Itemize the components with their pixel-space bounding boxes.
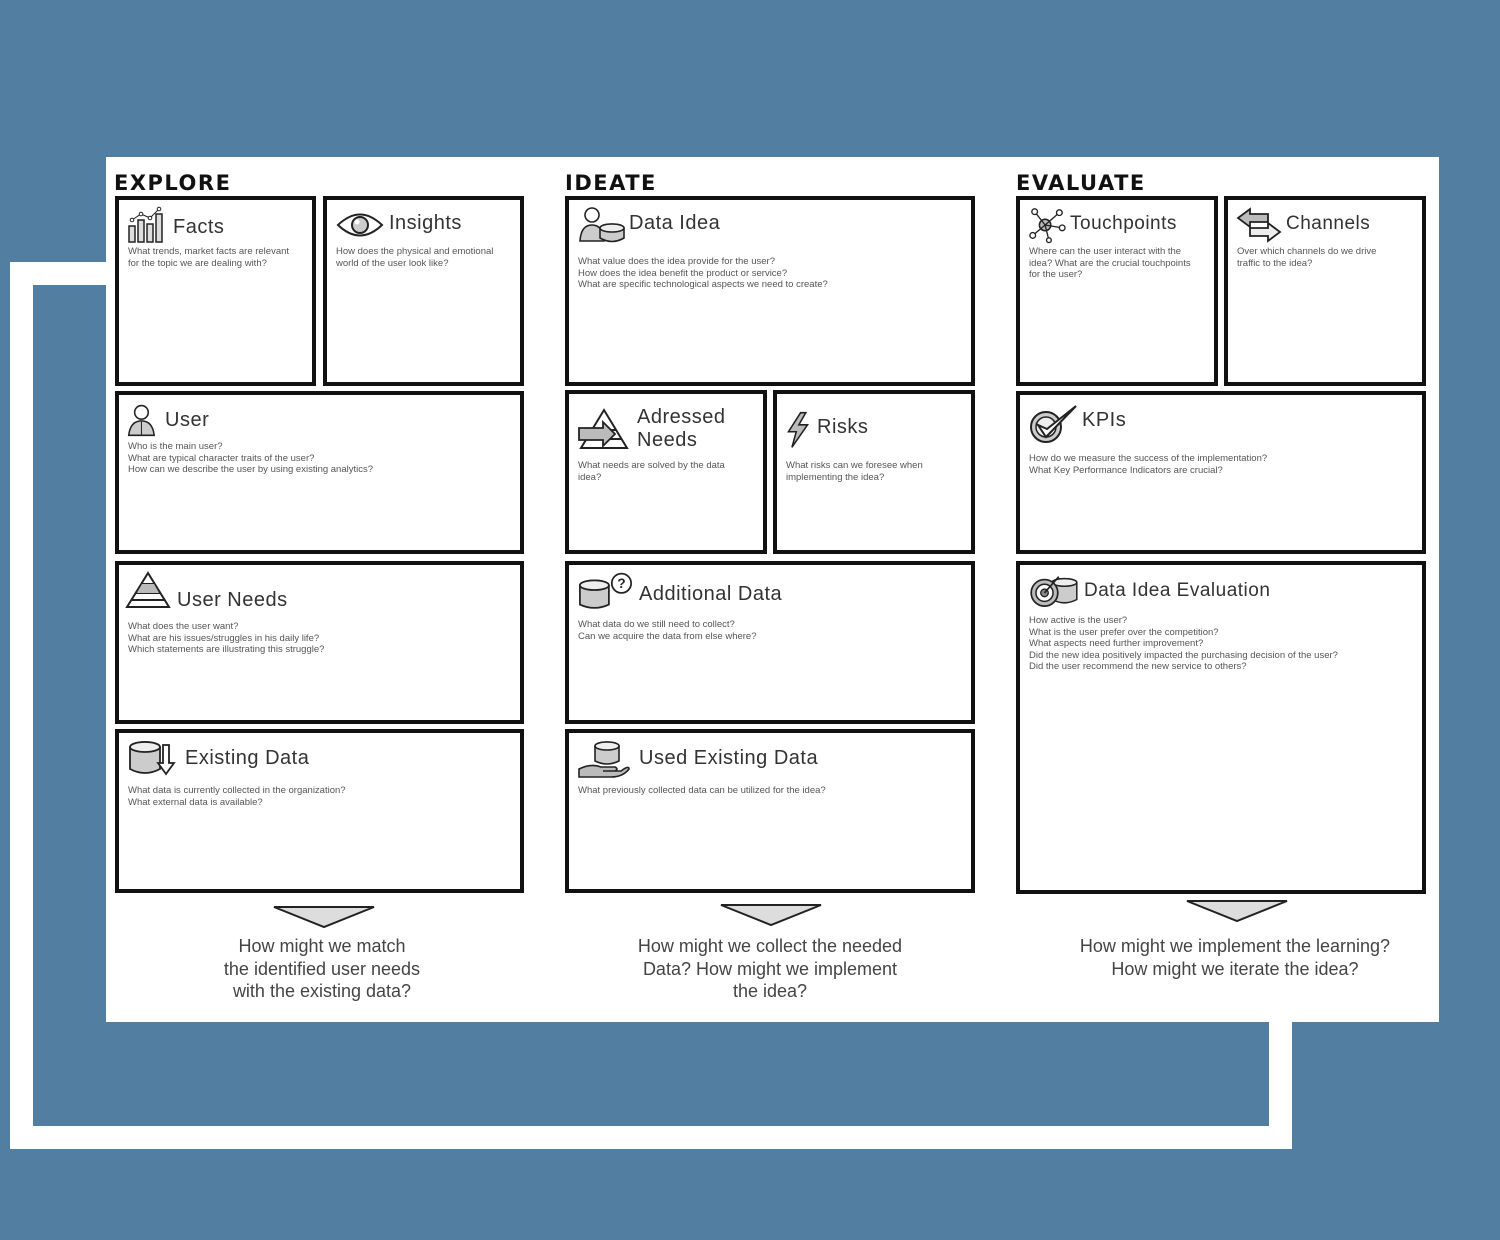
additional-data-desc: What data do we still need to collect? Can we acquire the data from else where? <box>578 619 757 642</box>
target-database-icon <box>1028 571 1080 609</box>
data-idea-box[interactable] <box>565 196 975 386</box>
data-idea-desc: What value does the idea provide for the user? How does the idea benefit the product or service? What are specific technological aspects we need to create? <box>578 256 828 290</box>
facts-box[interactable] <box>115 196 316 386</box>
touchpoints-box[interactable] <box>1016 196 1218 386</box>
svg-text:?: ? <box>617 576 626 592</box>
facts-title: Facts <box>173 216 225 238</box>
database-question-icon <box>577 571 635 611</box>
additional-data-title: Additional Data <box>639 583 783 605</box>
insights-desc: How does the physical and emotional world of the user look like? <box>336 246 494 269</box>
adressed-needs-desc: What needs are solved by the data idea? <box>578 460 725 483</box>
explore-arrow-icon <box>272 905 376 929</box>
kpis-title: KPIs <box>1082 409 1127 431</box>
ideate-title: IDEATE <box>565 171 657 195</box>
user-desc: Who is the main user? What are typical character traits of the user? How can we describe the user by using existing analytics? <box>128 441 374 475</box>
touchpoints-title: Touchpoints <box>1070 213 1177 234</box>
insights-title: Insights <box>389 212 462 234</box>
ideate-question: How might we collect the needed Data? How might we implement the idea? <box>637 936 903 1001</box>
data-idea-evaluation-title: Data Idea Evaluation <box>1084 580 1271 601</box>
channels-box[interactable] <box>1224 196 1426 386</box>
lightning-icon <box>785 408 811 452</box>
facts-desc: What trends, market facts are relevant for the topic we are dealing with? <box>128 246 290 269</box>
user-needs-title: User Needs <box>177 589 288 611</box>
risks-desc: What risks can we foresee when implementing the idea? <box>786 460 923 483</box>
additional-data-box[interactable] <box>565 561 975 724</box>
existing-data-desc: What data is currently collected in the organization? What external data is available? <box>128 785 346 808</box>
risks-box[interactable] <box>773 390 975 554</box>
used-existing-data-box[interactable] <box>565 729 975 893</box>
data-idea-title: Data Idea <box>629 212 721 234</box>
used-existing-data-desc: What previously collected data can be utilized for the idea? <box>578 785 826 796</box>
user-needs-desc: What does the user want? What are his issues/struggles in his daily life? Which statements are illustrating this struggle? <box>128 621 325 655</box>
checkmark-icon <box>1028 403 1078 447</box>
adressed-needs-title: Adressed Needs <box>637 406 726 451</box>
adressed-needs-box[interactable] <box>565 390 767 554</box>
ideate-arrow-icon <box>719 903 823 927</box>
evaluate-arrow-icon <box>1185 899 1289 923</box>
eye-icon <box>335 206 385 244</box>
bar-chart-icon <box>127 206 167 244</box>
used-existing-data-title: Used Existing Data <box>639 747 819 769</box>
arrows-exchange-icon <box>1236 206 1282 244</box>
person-icon <box>127 401 161 439</box>
network-icon <box>1028 206 1066 244</box>
existing-data-title: Existing Data <box>185 747 310 769</box>
channels-desc: Over which channels do we drive traffic to the idea? <box>1237 246 1377 269</box>
evaluate-title: EVALUATE <box>1016 171 1146 195</box>
existing-data-box[interactable] <box>115 729 524 893</box>
kpis-desc: How do we measure the success of the implementation? What Key Performance Indicators are crucial? <box>1029 453 1268 476</box>
data-idea-evaluation-desc: How active is the user? What is the user prefer over the competition? What aspects need further improvement? Did the new idea positively impacted the purchasing decision of the user? Did the user recommend the new service to others? <box>1029 615 1338 672</box>
data-idea-evaluation-box[interactable] <box>1016 561 1426 894</box>
explore-title: EXPLORE <box>114 171 232 195</box>
user-needs-box[interactable] <box>115 561 524 724</box>
touchpoints-desc: Where can the user interact with the idea? What are the crucial touchpoints for the user? <box>1029 246 1191 280</box>
evaluate-question: How might we implement the learning? How might we iterate the idea? <box>1079 936 1391 979</box>
person-database-icon <box>577 206 627 244</box>
user-title: User <box>165 409 210 431</box>
database-hand-icon <box>577 739 631 779</box>
database-download-icon <box>127 739 177 777</box>
kpis-box[interactable] <box>1016 391 1426 554</box>
explore-question: How might we match the identified user needs with the existing data? <box>223 936 421 1001</box>
channels-title: Channels <box>1286 213 1371 234</box>
canvas-board <box>106 157 1439 1022</box>
user-box[interactable] <box>115 391 524 554</box>
insights-box[interactable] <box>323 196 524 386</box>
pyramid-arrow-icon <box>577 408 631 450</box>
risks-title: Risks <box>817 416 869 438</box>
pyramid-icon <box>125 571 171 609</box>
